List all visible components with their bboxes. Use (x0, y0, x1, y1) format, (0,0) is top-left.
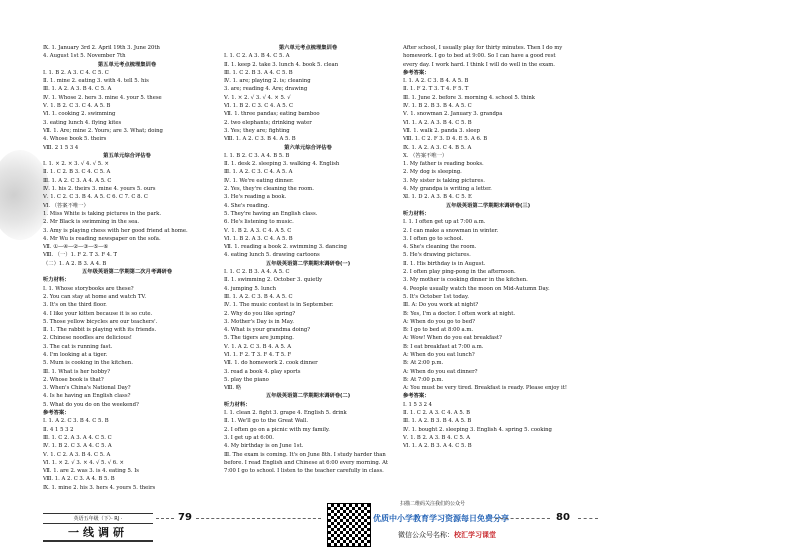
answer-line: 听力材料： (43, 277, 70, 284)
answer-line: 3. My sister is taking pictures. (403, 177, 485, 184)
answer-line: Ⅷ. 2 1 5 3 4 (43, 144, 79, 151)
answer-line: Ⅳ. 1. B 2. C 3. A 4. C 5. A (43, 443, 112, 450)
answer-line: Ⅲ. 1. A 2. A 3. B 4. C 5. A (43, 86, 112, 93)
answer-line: After school, I usually play for thirty minutes. Then I do my (403, 45, 563, 51)
answer-line: 3. I often go to school. (403, 235, 464, 242)
answer-line: Ⅶ. 1. three pandas; eating bamboo (224, 111, 320, 118)
answer-line: Ⅲ. 1. A 2. C 3. C 4. A 5. A (224, 169, 293, 176)
answer-line: Ⅷ. 1. C 2. F 3. D 4. E 5. A 6. B (403, 136, 488, 143)
answer-line: Ⅴ. 1. snowman 2. January 3. grandpa (403, 111, 503, 118)
left-column (43, 44, 211, 492)
answer-line: Ⅸ. 1. A 2. A 3. C 4. B 5. A (403, 144, 472, 151)
answer-line: 4. eating lunch 5. drawing cartoons (224, 252, 320, 259)
answer-line: Ⅲ. 1. C 2. A 3. A 4. C 5. C (43, 434, 112, 441)
answer-line: A: When do you eat lunch? (403, 351, 475, 358)
section-heading: 五年级英语第二学期期末调研卷(二) (265, 393, 351, 400)
answer-line: 4. Is he having an English class? (43, 393, 131, 400)
answer-line: Ⅶ. 1. do homework 2. cook dinner (224, 360, 318, 367)
answer-line: Ⅶ. 1. are 2. was 3. is 4. eating 5. Is (43, 468, 140, 475)
answer-line: 4. Mr Wu is reading newspaper on the sofa. (43, 235, 161, 242)
answer-line: 5. He's drawing pictures. (403, 252, 471, 259)
answer-line: Ⅲ. 1. June 2. before 3. morning 4. school 5. think (403, 94, 535, 101)
answer-line: Ⅱ. 4 1 5 3 2 (43, 426, 74, 433)
answer-line: 2. Why do you like spring? (224, 310, 296, 317)
answer-line: 3. read a book 4. play sports (224, 368, 301, 375)
divider (196, 518, 321, 519)
answer-line: 4. My birthday is on June 1st. (224, 443, 304, 450)
section-heading: 第六单元综合评估卷 (284, 144, 332, 151)
answer-line: 4. I'm looking at a tiger. (43, 351, 108, 358)
answer-line: Ⅱ. 1. keep 2. take 3. lunch 4. book 5. clean (224, 61, 339, 68)
answer-line: Ⅲ. 1. C 2. B 3. A 4. C 5. B (224, 69, 293, 76)
answer-line: 3. Yes; they are; fighting (224, 127, 290, 134)
answer-line: Ⅵ. 1. × 2. √ 3. × 4. √ 5. √ 6. × (43, 459, 124, 466)
answer-line: Ⅲ. The exam is coming. It's on June 8th. I study harder than (224, 451, 386, 458)
answer-line: Ⅵ. 1. F 2. T 3. F 4. T 5. F (224, 351, 292, 358)
section-heading: 第五单元考点梳理集训卷 (97, 61, 157, 68)
answer-line: 5. They're having an English class. (224, 210, 318, 217)
answer-line: B: I eat breakfast at 7:00 a.m. (403, 343, 484, 350)
answer-line: 4. People usually watch the moon on Mid-Autumn Day. (403, 285, 550, 292)
answer-line: 5. Those yellow bicycles are our teachers'. (43, 318, 158, 325)
answer-line: 3. Mother's Day is in May. (224, 318, 294, 325)
answer-line: homework. I go to bed at 9:00. So I can have a good rest (403, 53, 556, 60)
answer-line: Ⅴ. 1. B 2. C 3. C 4. A 5. B (43, 103, 111, 110)
answer-line: Ⅸ. 1. mine 2. his 3. hers 4. yours 5. theirs (43, 484, 156, 491)
answer-line: 5. play the piano (224, 376, 269, 383)
answer-line: 5. It's October 1st today. (403, 293, 469, 300)
section-heading: 第六单元考点梳理集训卷 (278, 45, 338, 51)
answer-line: Ⅳ. 1. B 2. B 3. B 4. A 5. C (403, 103, 472, 110)
answer-line: Ⅷ. 1. A 2. C 3. A 4. B 5. B (43, 476, 115, 483)
answer-line: （二）1. A 2. B 3. A 4. B (43, 260, 107, 267)
answer-line: Ⅴ. 1. B 2. A 3. C 4. A 5. C (224, 227, 292, 234)
answer-line: Ⅱ. 1. F 2. T 3. T 4. F 5. T (403, 86, 469, 93)
divider (156, 518, 174, 519)
answer-line: Ⅷ. 1. A 2. C 3. B 4. A 5. B (224, 136, 296, 143)
answer-line: Ⅱ. 1. mine 2. eating 3. with 4. tell 5. his (43, 78, 149, 85)
divider (578, 518, 598, 519)
answer-line: 2. You can stay at home and watch TV. (43, 293, 147, 300)
promo-line: 优质中小学教育学习资源每日免费分享 (373, 514, 509, 523)
divider (495, 518, 550, 519)
answer-line: Ⅸ. 1. January 3rd 2. April 19th 3. June 20th (43, 45, 160, 51)
answer-line: 3. eating lunch 4. flying kites (43, 119, 122, 126)
answer-line: Ⅰ. 1. A 2. C 3. B 4. C 5. B (43, 418, 109, 425)
answer-line: 4. What is your grandma doing? (224, 327, 311, 334)
answer-line: Ⅺ. 1. D 2. A 3. B 4. C 5. E (403, 194, 472, 201)
answer-line: Ⅳ. 1. his 2. theirs 3. mine 4. yours 5. ours (43, 186, 156, 193)
answer-line: Ⅳ. 1. The music contest is in September. (224, 302, 334, 309)
section-heading: 五年级英语第二学期期末调研卷(一) (265, 260, 351, 267)
answer-line: Ⅵ. （答案不唯一） (43, 202, 89, 209)
answer-line: Ⅲ. 1. What is her hobby? (43, 368, 111, 375)
wechat-name: 校汇学习课堂 (454, 531, 496, 539)
answer-line: 5. What do you do on the weekend? (43, 401, 139, 408)
answer-line: 2. two elephants; drinking water (224, 119, 312, 126)
answer-line: Ⅰ. 1. × 2. × 3. √ 4. √ 5. × (43, 161, 109, 168)
answer-line: Ⅶ. 1. reading a book 2. swimming 3. dancing (224, 244, 347, 251)
answer-line: 2. Mr Black is swimming in the sea. (43, 219, 140, 226)
answer-line: Ⅲ. 1. A 2. C 3. A 4. A 5. C (43, 177, 112, 184)
right-column (403, 44, 573, 451)
answer-line: Ⅱ. 1. His birthday is in August. (403, 260, 486, 267)
answer-line: B: At 2:00 p.m. (403, 360, 444, 367)
answer-line: Ⅰ. 1. A 2. C 3. B 4. A 5. B (403, 78, 469, 85)
answer-line: before. I read English and Chinese at 6:00 every morning. At (224, 459, 389, 466)
answer-line: Ⅰ. 1. B 2. A 3. C 4. C 5. C (43, 69, 109, 76)
answer-line: 3. The cat is running fast. (43, 343, 113, 350)
answer-line: Ⅰ. 1. B 2. C 3. A 4. B 5. B (224, 152, 290, 159)
footer-title: 一线调研 (43, 524, 153, 542)
page-number-left: 79 (178, 512, 192, 523)
answer-line: 4. I like your kitten because it is so cute. (43, 310, 153, 317)
answer-line: Ⅲ. 1. A 2. B 3. B 4. A 5. B (403, 418, 472, 425)
answer-line: Ⅰ. 1. I often get up at 7:00 a.m. (403, 219, 486, 226)
answer-line: 1. My father is reading books. (403, 161, 484, 168)
answer-line: Ⅷ. 略 (224, 385, 242, 392)
answer-line: 4. My grandpa is writing a letter. (403, 186, 492, 193)
answer-line: Ⅵ. 1. cooking 2. swimming (43, 111, 116, 118)
answer-line: 2. Whose book is that? (43, 376, 104, 383)
answer-line: 参考答案： (403, 393, 430, 400)
answer-line: Ⅱ. 1. desk 2. sleeping 3. walking 4. English (224, 161, 340, 168)
answer-line: A: You must be very tired. Breakfast is ready. Please enjoy it! (403, 385, 568, 392)
answer-line: 2. I can make a snowman in winter. (403, 227, 499, 234)
wechat-label: 微信公众号名称： (398, 531, 454, 539)
section-heading: 第五单元综合评估卷 (103, 152, 151, 159)
answer-line: Ⅶ. ①—④—②—③—⑤—⑥ (43, 244, 109, 251)
answer-line: Ⅲ. 1. A 2. C 3. B 4. A 5. C (224, 293, 293, 300)
answer-line: Ⅰ. 1. clean 2. fight 3. grape 4. English 5. drink (224, 410, 347, 417)
answer-line: Ⅰ. 1 5 3 2 4 (403, 401, 433, 408)
middle-column (224, 44, 392, 475)
answer-line: 1. Miss White is taking pictures in the park. (43, 210, 162, 217)
answer-line: 3. It's on the third floor. (43, 302, 107, 309)
answer-line: 4. Whose book 5. theirs (43, 136, 107, 143)
answer-line: 听力材料： (403, 210, 430, 217)
wechat-line (398, 530, 496, 540)
answer-line: Ⅳ. 1. bought 2. sleeping 3. English 4. spring 5. cooking (403, 426, 552, 433)
answer-line: 2. Yes, they're cleaning the room. (224, 186, 314, 193)
qr-caption: 扫描二维码关注我们的公众号 (400, 501, 466, 507)
page-number-right: 80 (556, 512, 570, 523)
answer-line: B: Yes, I'm a doctor. I often work at night. (403, 310, 516, 317)
section-heading: 五年级英语第二学期第二次月考调研卷 (81, 269, 173, 276)
answer-line: 3. He's reading a book. (224, 194, 287, 201)
answer-line: Ⅴ. 1. C 2. A 3. B 4. C 5. A (43, 451, 111, 458)
answer-line: Ⅷ. （一）1. F 2. T 3. F 4. T (43, 252, 118, 259)
answer-line: Ⅱ. 1. C 2. A 3. C 4. A 5. B (403, 410, 471, 417)
answer-line: Ⅰ. 1. Whose storybooks are these? (43, 285, 134, 292)
answer-line: A: When do you eat dinner? (403, 368, 478, 375)
answer-line: Ⅰ. 1. C 2. A 3. B 4. C 5. A (224, 53, 290, 60)
answer-line: Ⅱ. 1. swimming 2. October 3. quietly (224, 277, 323, 284)
answer-line: 4. August 1st 5. November 7th (43, 53, 126, 60)
answer-line: Ⅱ. 1. We'll go to the Great Wall. (224, 418, 309, 425)
answer-line: Ⅴ. 1. A 2. C 3. B 4. A 5. A (224, 343, 292, 350)
answer-line: Ⅲ. A: Do you work at night? (403, 302, 479, 309)
answer-line: 3. My mother is cooking dinner in the kitchen. (403, 277, 528, 284)
answer-line: 3. Amy is playing chess with her good friend at home. (43, 227, 188, 234)
answer-line: 2. My dog is sleeping. (403, 169, 462, 176)
answer-line: Ⅱ. 1. C 2. B 3. C 4. C 5. A (43, 169, 111, 176)
answer-line: 参考答案： (43, 410, 70, 417)
answer-line: B: I go to bed at 8:00 a.m. (403, 327, 474, 334)
answer-line: 2. Chinese noodles are delicious! (43, 335, 132, 342)
answer-line: Ⅹ. （答案不唯一） (403, 152, 448, 159)
answer-line: Ⅴ. 1. B 2. A 3. B 4. C 5. A (403, 434, 471, 441)
answer-line: Ⅶ. 1. Are; mine 2. Yours; are 3. What; doing (43, 127, 163, 134)
answer-line: 4. She's reading. (224, 202, 270, 209)
answer-line: 3. I get up at 6:00. (224, 434, 274, 441)
answer-line: Ⅴ. 1. × 2. √ 3. √ 4. × 5. √ (224, 94, 291, 101)
answer-line: Ⅳ. 1. We're eating dinner. (224, 177, 294, 184)
answer-line: A: When do you go to bed? (403, 318, 475, 325)
answer-line: A: Wow! When do you eat breakfast? (403, 335, 502, 342)
answer-line: B: At 7:00 p.m. (403, 376, 444, 383)
qr-code-icon (327, 503, 371, 547)
footer-brand (43, 513, 153, 542)
answer-line: Ⅳ. 1. Whose 2. hers 3. mine 4. your 5. these (43, 94, 162, 101)
answer-line: 4. jumping 5. lunch (224, 285, 277, 292)
footer-subject: 英语五年级（下）· RJ · (43, 513, 153, 524)
answer-line: 4. She's cleaning the room. (403, 244, 477, 251)
answer-line: Ⅵ. 1. B 2. A 3. C 4. A 5. B (224, 235, 293, 242)
answer-line: every day. I work hard. I think I will do well in the exam. (403, 61, 555, 68)
answer-line: 2. I often play ping-pong in the afternoon. (403, 269, 516, 276)
answer-line: Ⅰ. 1. C 2. B 3. A 4. A 5. C (224, 269, 290, 276)
answer-line: Ⅵ. 1. B 2. C 3. C 4. A 5. C (224, 103, 293, 110)
answer-line: Ⅵ. 1. A 2. B 3. A 4. C 5. B (403, 443, 472, 450)
answer-line: 参考答案： (403, 69, 430, 76)
section-heading: 五年级英语第二学期期末调研卷(三) (445, 202, 531, 209)
answer-line: 2. I often go on a picnic with my family. (224, 426, 330, 433)
answer-line: Ⅳ. 1. are; playing 2. is; cleaning (224, 78, 311, 85)
answer-line: 5. Mum is cooking in the kitchen. (43, 360, 133, 367)
answer-line: 6. He's listening to music. (224, 219, 294, 226)
answer-line: Ⅶ. 1. walk 2. panda 3. sleep (403, 127, 480, 134)
answer-line: 3. are; reading 4. Are; drawing (224, 86, 308, 93)
answer-line: 听力材料： (224, 401, 251, 408)
answer-line: 3. When's China's National Day? (43, 385, 131, 392)
answer-line: Ⅴ. 1. C 2. C 3. B 4. A 5. C 6. C 7. C 8. C (43, 194, 148, 201)
answer-line: Ⅵ. 1. A 2. A 3. B 4. C 5. B (403, 119, 472, 126)
answer-line: Ⅱ. 1. The rabbit is playing with its friends. (43, 327, 157, 334)
answer-line: 7:00 I go to school. I listen to the teacher carefully in class. (224, 468, 384, 475)
answer-line: 5. The tigers are jumping. (224, 335, 294, 342)
